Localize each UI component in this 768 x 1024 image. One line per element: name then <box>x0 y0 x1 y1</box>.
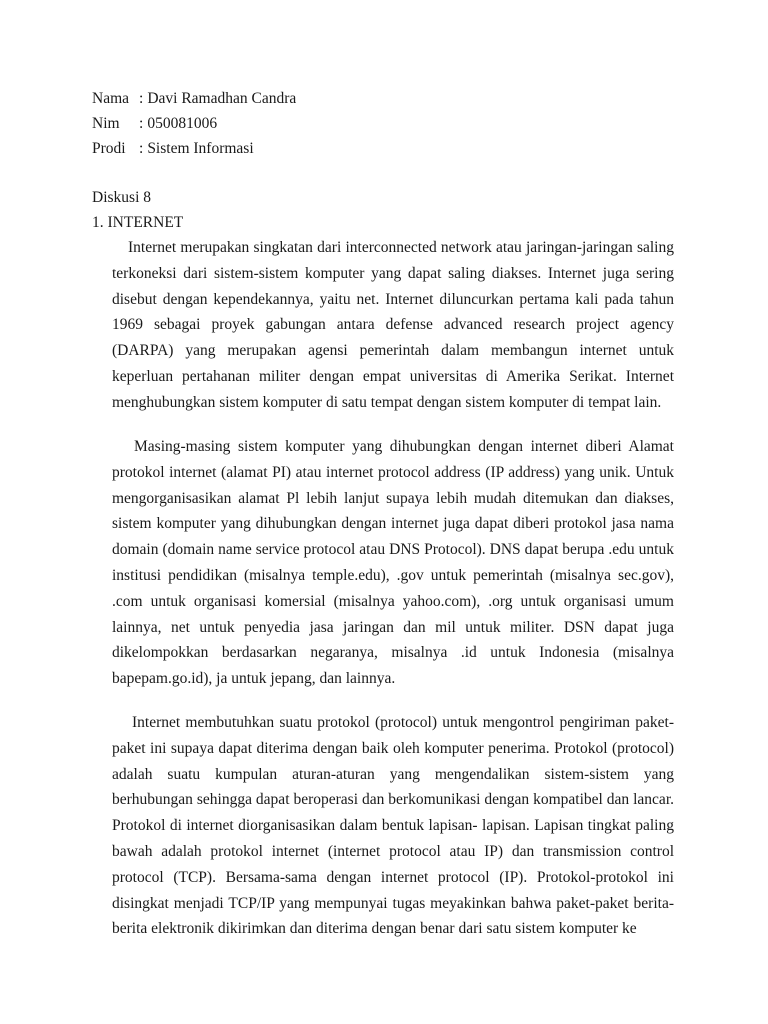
nim-separator: : <box>139 115 144 132</box>
prodi-row <box>92 136 296 161</box>
name-row <box>92 86 296 111</box>
discussion-title: Diskusi 8 <box>92 189 151 206</box>
section-heading: 1. INTERNET <box>92 214 184 231</box>
nim-value: 050081006 <box>147 115 218 132</box>
paragraph-2: Masing-masing sistem komputer yang dihubungkan dengan internet diberi Alamat protokol internet (alamat PI) atau internet protocol address (IP address) yang unik. Untuk mengorganisasikan alamat Pl lebih lanjut supaya lebih mudah ditemukan dan diakses, sistem komputer yang dihubungkan dengan internet juga dapat diberi protokol jasa nama domain (domain name service protocol atau DNS Protocol). DNS dapat berupa .edu untuk institusi pendidikan (misalnya temple.edu), .gov untuk pemerintah (misalnya sec.gov), .com untuk organisasi komersial (misalnya yahoo.com), .org untuk organisasi umum lainnya, net untuk penyedia jasa jaringan dan mil untuk militer. DSN dapat juga dikelompokkan berdasarkan negaranya, misalnya .id untuk Indonesia (misalnya bapepam.go.id), ja untuk jepang, dan lainnya. <box>112 438 674 688</box>
name-value: Davi Ramadhan Candra <box>147 90 297 107</box>
nim-label: Nim <box>92 115 120 132</box>
student-info <box>92 86 296 161</box>
name-label: Nama <box>92 90 130 107</box>
paragraph-1: Internet merupakan singkatan dari interconnected network atau jaringan-jaringan saling terkoneksi dari sistem-sistem komputer yang dapat saling diakses. Internet juga sering disebut dengan kependekannya, yaitu net. Internet diluncurkan pertama kali pada tahun 1969 sebagai proyek gabungan antara defense advanced research project agency (DARPA) yang merupakan agensi pemerintah dalam membangun internet untuk keperluan pertahanan militer dengan empat universitas di Amerika Serikat. Internet menghubungkan sistem komputer di satu tempat dengan sistem komputer di tempat lain. <box>112 239 674 411</box>
nim-row <box>92 111 296 136</box>
name-separator: : <box>139 90 144 107</box>
prodi-separator: : <box>139 140 144 157</box>
prodi-label: Prodi <box>92 140 126 157</box>
prodi-value: Sistem Informasi <box>147 140 254 157</box>
paragraph-3: Internet membutuhkan suatu protokol (protocol) untuk mengontrol pengiriman paket-paket ini supaya dapat diterima dengan baik oleh komputer penerima. Protokol (protocol) adalah suatu kumpulan aturan-aturan yang mengendalikan sistem-sistem yang berhubungan sehingga dapat beroperasi dan berkomunikasi dengan kompatibel dan lancar. Protokol di internet diorganisasikan dalam bentuk lapisan- lapisan. Lapisan tingkat paling bawah adalah protokol internet (internet protocol atau IP) dan transmission control protocol (TCP). Bersama-sama dengan internet protocol (IP). Protokol-protokol ini disingkat menjadi TCP/IP yang mempunyai tugas meyakinkan bahwa paket-paket berita-berita elektronik dikirimkan dan diterima dengan benar dari satu sistem komputer ke <box>112 714 674 938</box>
